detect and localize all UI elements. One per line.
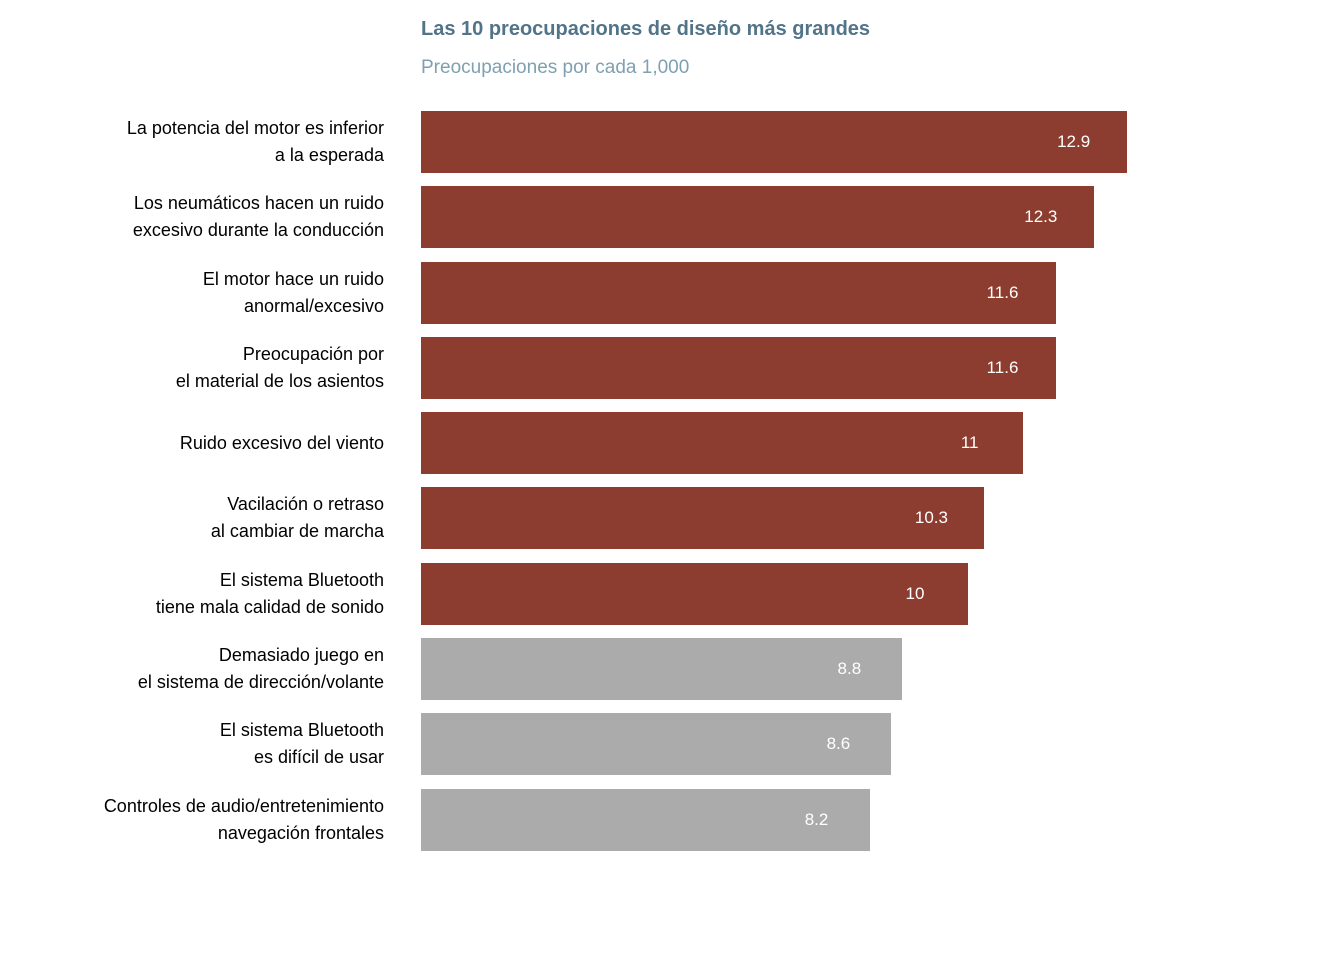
bar: [421, 563, 968, 625]
bar-row: [0, 337, 1344, 399]
bar-value-label: 11: [960, 433, 979, 453]
category-label: [0, 567, 421, 621]
chart-title: Las 10 preocupaciones de diseño más grandes: [421, 18, 871, 40]
category-label-line: Demasiado juego en: [218, 645, 384, 666]
category-label-line: Vacilación o retraso: [227, 494, 384, 515]
category-label-line: anormal/excesivo: [243, 295, 384, 316]
category-label-line: Los neumáticos hacen un ruido: [133, 193, 384, 214]
bar: [421, 412, 1023, 474]
bar-row: [0, 713, 1344, 775]
bar-value-label: 8.2: [804, 809, 829, 829]
bar-value-label: 12.3: [1024, 207, 1058, 227]
chart-subtitle: Preocupaciones por cada 1,000: [421, 57, 690, 78]
bar-value-label: 11.6: [986, 357, 1019, 377]
category-label-line: Controles de audio/entretenimiento: [103, 795, 384, 816]
bar-value-label: 10.3: [914, 508, 948, 528]
category-label-line: excesivo durante la conducción: [132, 220, 384, 241]
bar: [421, 186, 1094, 248]
category-label: [0, 430, 421, 457]
bar-row: [0, 111, 1344, 173]
category-label-line: El sistema Bluetooth: [219, 720, 384, 741]
category-label-line: El motor hace un ruido: [202, 268, 384, 289]
category-label-line: Ruido excesivo del viento: [179, 432, 384, 453]
bar-value-label: 8.8: [837, 659, 862, 679]
bar-row: [0, 563, 1344, 625]
bar-row: [0, 638, 1344, 700]
category-label: [0, 491, 421, 545]
bar: [421, 262, 1056, 324]
bar-row: [0, 487, 1344, 549]
bar-row: [0, 186, 1344, 248]
category-label: [0, 115, 421, 169]
category-label-line: el material de los asientos: [175, 370, 384, 391]
category-label: [0, 717, 421, 771]
bar: [421, 789, 870, 851]
bar: [421, 337, 1056, 399]
category-label-line: el sistema de dirección/volante: [137, 672, 384, 693]
bar: [421, 713, 891, 775]
bar-value-label: 10: [905, 583, 925, 603]
category-label-line: La potencia del motor es inferior: [126, 118, 384, 138]
chart-header: [421, 19, 1344, 77]
category-label-line: navegación frontales: [217, 822, 384, 843]
category-label-line: Preocupación por: [242, 343, 384, 364]
category-label-line: al cambiar de marcha: [210, 521, 384, 542]
bar-value-label: 11.6: [986, 282, 1019, 302]
bar-value-label: 8.6: [826, 734, 851, 754]
category-label-line: a la esperada: [274, 145, 384, 165]
category-label: [0, 266, 421, 320]
category-label-line: es difícil de usar: [253, 747, 384, 768]
bar: [421, 111, 1127, 173]
bar: [421, 487, 984, 549]
bar-row: [0, 789, 1344, 851]
category-label-line: El sistema Bluetooth: [219, 569, 384, 590]
category-label: [0, 642, 421, 696]
bar-row: [0, 412, 1344, 474]
category-label: [0, 793, 421, 847]
bar-value-label: 12.9: [1057, 132, 1091, 151]
bar-row: [0, 262, 1344, 324]
category-label: [0, 190, 421, 244]
bar: [421, 638, 902, 700]
bars-area: [0, 111, 1344, 851]
category-label: [0, 341, 421, 395]
category-label-line: tiene mala calidad de sonido: [155, 596, 384, 617]
